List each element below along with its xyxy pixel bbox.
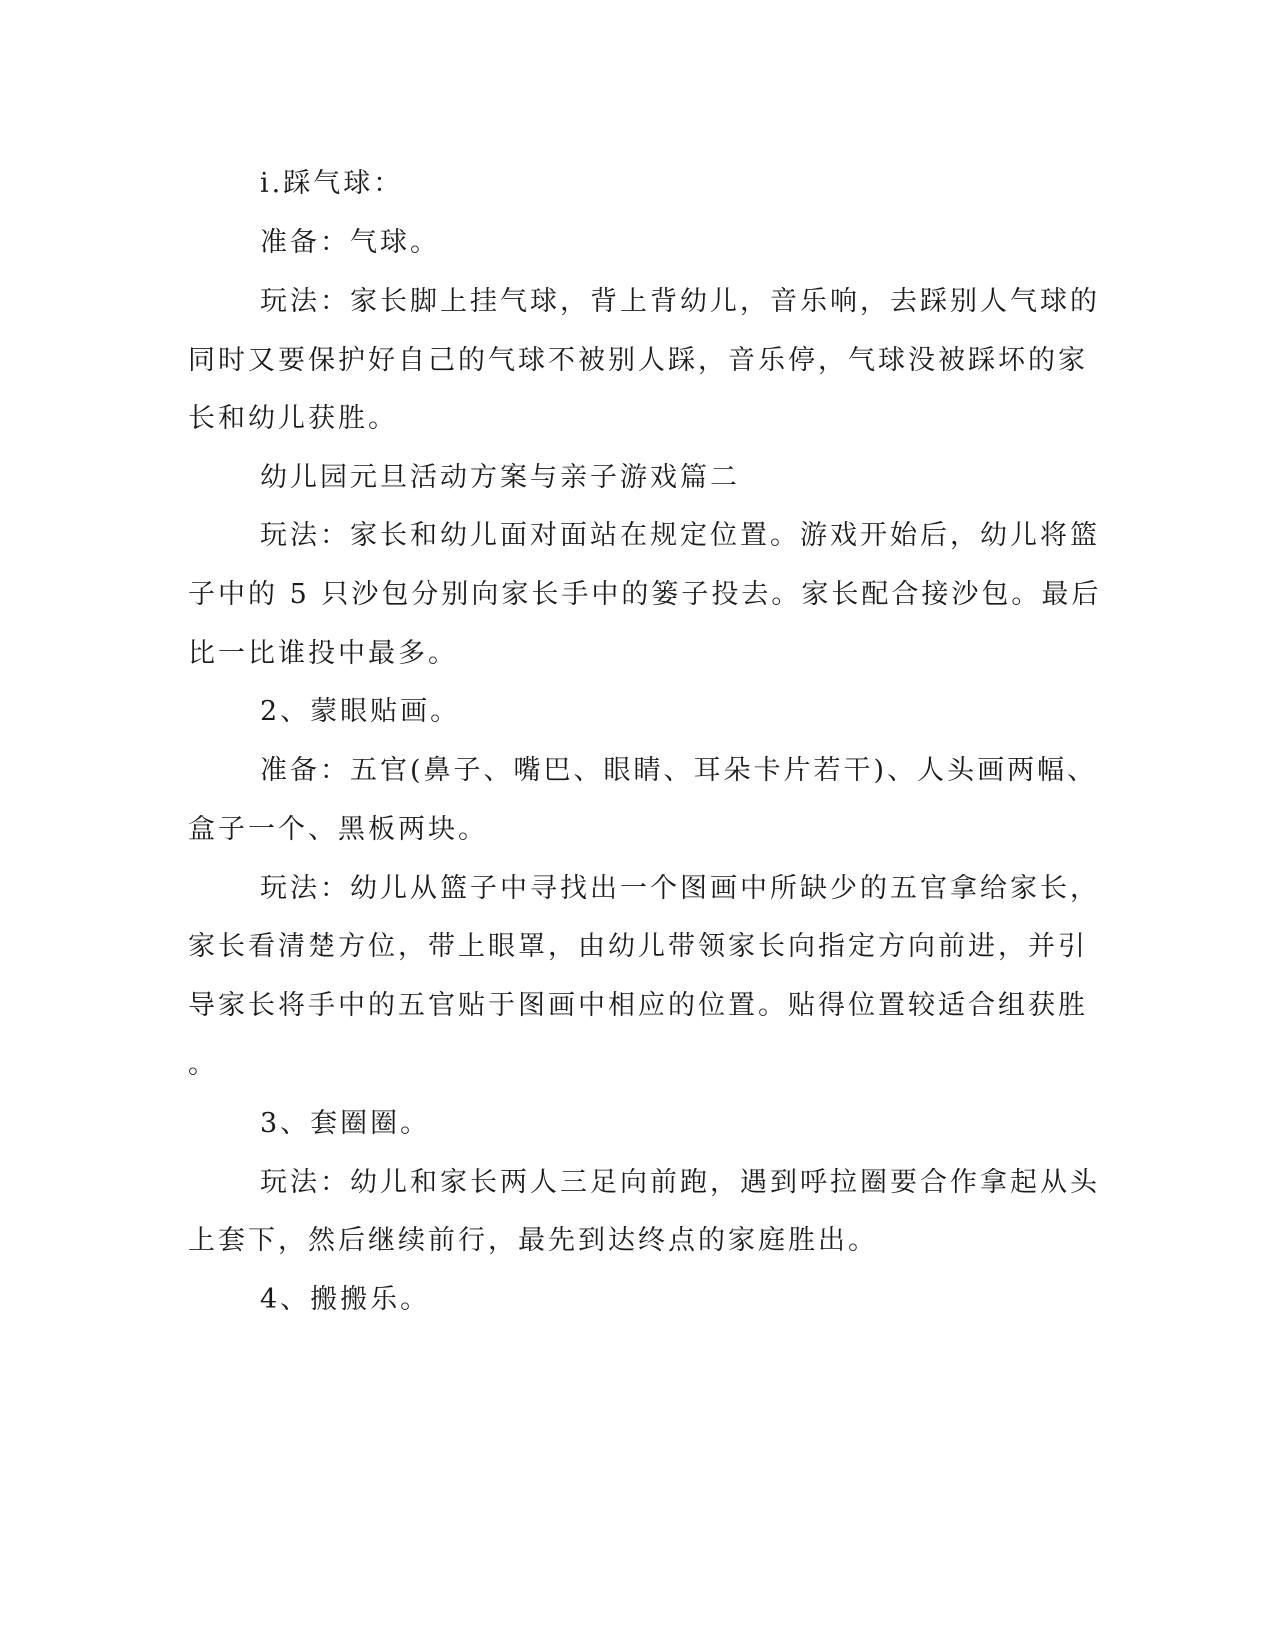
section-heading-ring-toss: 3、套圈圈。 — [260, 1108, 431, 1139]
section-title: 幼儿园元旦活动方案与亲子游戏篇二 — [260, 462, 740, 493]
paragraph-line: 同时又要保护好自己的气球不被别人踩，音乐停，气球没被踩坏的家 — [188, 345, 1088, 376]
section-heading-stomp-balloon: i.踩气球： — [260, 168, 404, 199]
paragraph-line: 家长看清楚方位，带上眼罩，由幼儿带领家长向指定方向前进，并引 — [188, 931, 1088, 962]
paragraph-line: 比一比谁投中最多。 — [188, 638, 458, 669]
paragraph-line: 准备：气球。 — [260, 227, 440, 258]
paragraph-line: 盒子一个、黑板两块。 — [188, 814, 488, 845]
paragraph-line: 子中的 5 只沙包分别向家长手中的篓子投去。家长配合接沙包。最后 — [188, 579, 1102, 610]
section-heading-blindfold: 2、蒙眼贴画。 — [260, 696, 461, 727]
paragraph-line: 玩法：家长脚上挂气球，背上背幼儿，音乐响，去踩别人气球的 — [260, 286, 1100, 317]
paragraph-line: 长和幼儿获胜。 — [188, 403, 398, 434]
paragraph-line: 上套下，然后继续前行，最先到达终点的家庭胜出。 — [188, 1225, 878, 1256]
paragraph-line: 玩法：幼儿从篮子中寻找出一个图画中所缺少的五官拿给家长， — [260, 873, 1100, 904]
paragraph-line: 玩法：家长和幼儿面对面站在规定位置。游戏开始后，幼儿将篮 — [260, 520, 1100, 551]
paragraph-line: 准备：五官(鼻子、嘴巴、眼睛、耳朵卡片若干)、人头画两幅、 — [260, 755, 1098, 786]
paragraph-line: 玩法：幼儿和家长两人三足向前跑，遇到呼拉圈要合作拿起从头 — [260, 1167, 1100, 1198]
paragraph-line: 导家长将手中的五官贴于图画中相应的位置。贴得位置较适合组获胜 — [188, 990, 1088, 1021]
section-heading-carry-game: 4、搬搬乐。 — [260, 1284, 431, 1315]
paragraph-line: 。 — [188, 1049, 218, 1080]
